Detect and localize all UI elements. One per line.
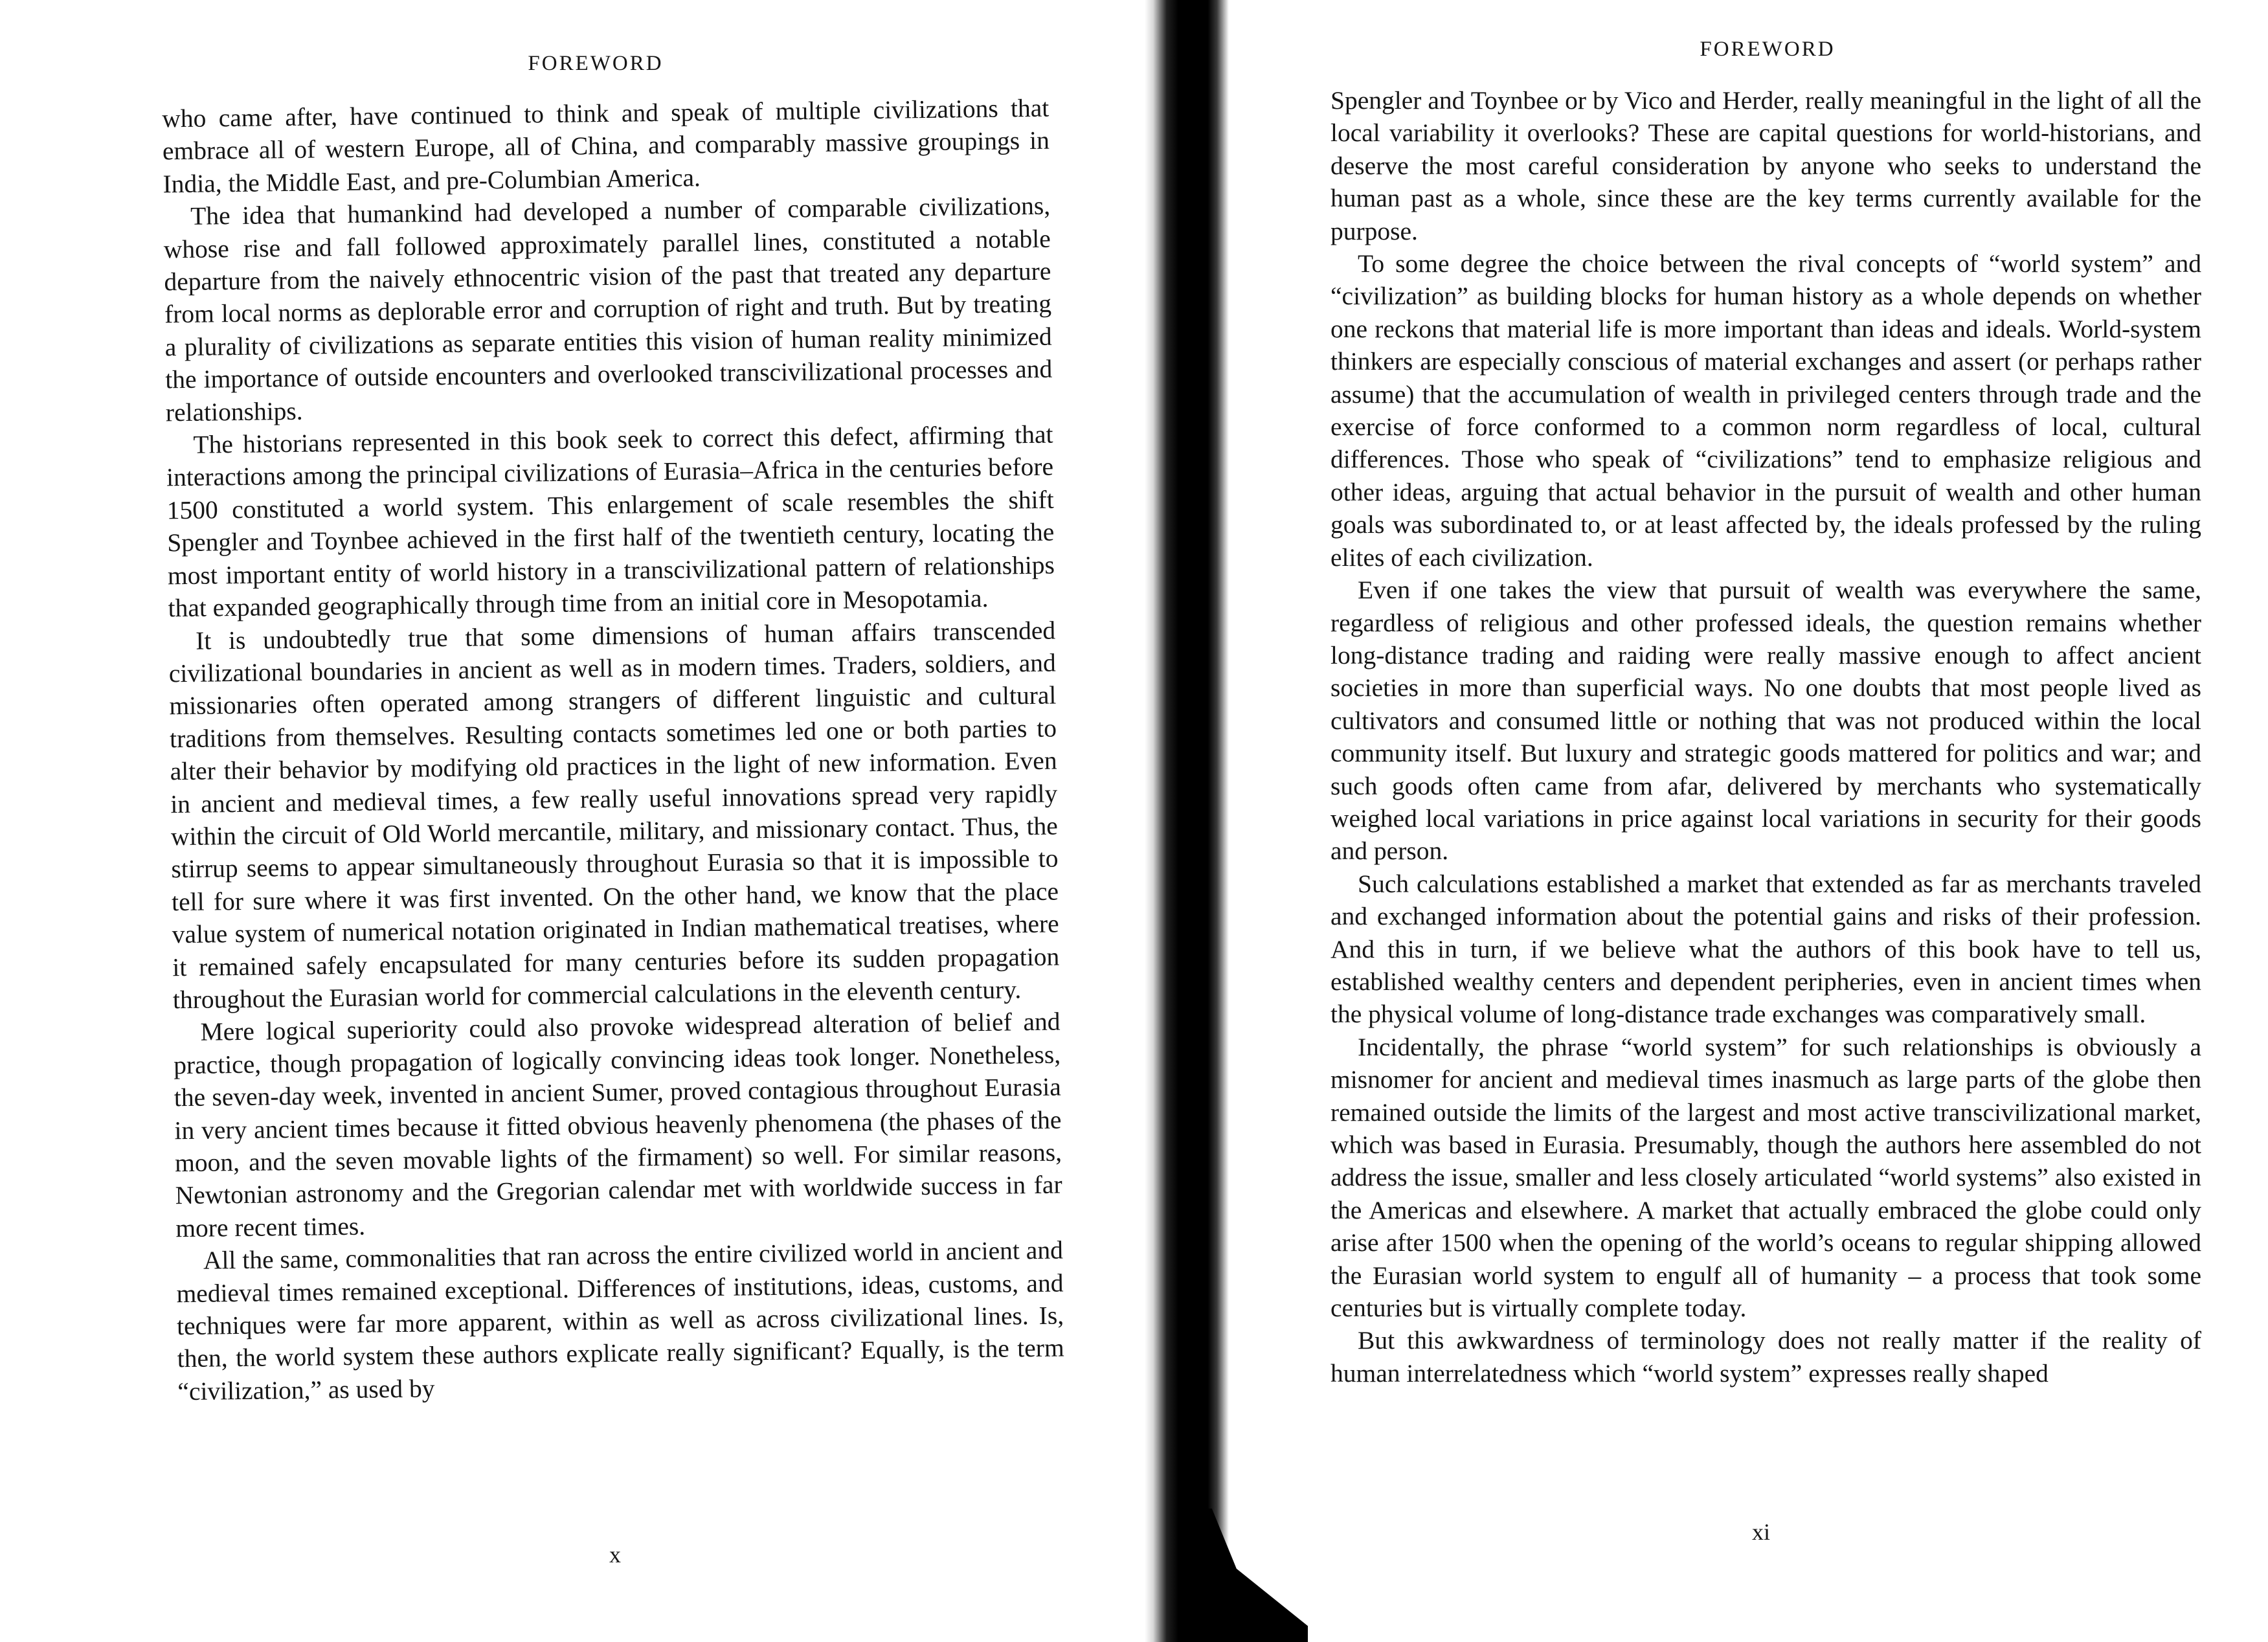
right-paragraph-6: But this awkwardness of terminology does not really matter if the reality of human interrelatedness which “world system” expresses really shaped — [1330, 1326, 2201, 1388]
left-paragraph-5: Mere logical superiority could also provoke widespread alteration of belief and practice, though propagation of logically convincing ideas took longer. Nonetheless, the seven-day week, invented in ancient Sumer, proved contagious throughout Eurasia in very ancient times because it fitted obvious heavenly phenomena (the phases of the moon, and the seven movable lights of the firmament) so well. For similar reasons, Newtonian astronomy and the Gregorian calendar met with worldwide success in far more recent times. — [173, 1007, 1062, 1243]
left-paragraph-2: The idea that humankind had developed a number of comparable civilizations, whose rise and fall followed approximately parallel lines, constituted a notable departure from the naively ethnocentric vision of the past that treated any departure from local norms as deplorable error and corruption of right and truth. But by treating a plurality of civilizations as separate entities this vision of human reality minimized the importance of outside encounters and overlooked transcivilizational processes and relationships. — [163, 191, 1053, 427]
right-paragraph-1: Spengler and Toynbee or by Vico and Herder, really meaningful in the light of all the local variability it overlooks? These are capital questions for world-historians, and deserve the most careful consideration by anyone who seeks to understand the human past as a whole, since these are the key terms currently available for the purpose. — [1330, 86, 2201, 245]
left-page-number: x — [609, 1542, 621, 1568]
left-paragraph-4: It is undoubtedly true that some dimensions of human affairs transcended civilizational boundaries in ancient as well as in modern times. Traders, soldiers, and missionaries often operated among strangers of different linguistic and cultural traditions from themselves. Resulting contacts sometimes led one or both parties to alter their behavior by modifying old practices in the light of new information. Even in ancient and medieval times, a few really useful innovations spread very rapidly within the circuit of Old World mercantile, military, and missionary contact. Thus, the stirrup seems to appear simultaneously throughout Eurasia so that it is impossible to tell for sure where it was first invented. On the other hand, we know that the place value system of numerical notation originated in Indian mathematical treatises, where it remained safely encapsulated for many centuries before its sudden propagation throughout the Eurasian world for commercial calculations in the eleventh century. — [168, 616, 1060, 1015]
left-paragraph-1: who came after, have continued to think and speak of multiple civilizations that embrace all of western Europe, all of China, and comparably massive groupings in India, the Middle East, and pre-Columbian America. — [162, 93, 1050, 199]
right-page — [1211, 0, 2268, 1642]
left-paragraph-6: All the same, commonalities that ran across the entire civilized world in ancient and medieval times remained exceptional. Differences of institutions, ideas, customs, and techniques were far more apparent, within as well as across civilizational lines. Is, then, the world system these authors explicate really significant? Equally, is the term “civilization,” as used by — [176, 1235, 1064, 1406]
left-running-head: FOREWORD — [528, 52, 664, 75]
right-paragraph-3: Even if one takes the view that pursuit of wealth was everywhere the same, regardless of religious and other professed ideals, the question remains whether long-distance trading and raiding were really massive enough to affect ancient societies in more than superficial ways. No one doubts that most people lived as cultivators and consumed little or nothing that was not produced within the local community itself. But luxury and strategic goods mattered for politics and war; and such goods often came from afar, delivered by merchants who systematically weighed local variations in price against local variations in security for their goods and person. — [1330, 576, 2201, 866]
right-page-number: xi — [1751, 1519, 1770, 1545]
left-paragraph-3: The historians represented in this book seek to correct this defect, affirming that interactions among the principal civilizations of Eurasia–Africa in the centuries before 1500 constituted a world system. This enlargement of scale resembles the shift Spengler and Toynbee achieved in the first half of the twentieth century, locating the most important entity of world history in a transcivilizational pattern of relationships that expanded geographically through time from an initial core in Mesopotamia. — [166, 420, 1055, 623]
right-paragraph-2: To some degree the choice between the rival concepts of “world system” and “civilization” as building blocks for human history as a whole depends on whether one reckons that material life is more important than ideas and ideals. World-system thinkers are especially conscious of material exchanges and assert (or perhaps rather assume) that the accumulation of wealth in privileged centers through trade and the exercise of force conformed to a common norm regardless of local, cultural differences. Those who speak of “civilizations” tend to emphasize religious and other ideas, arguing that actual behavior in the pursuit of wealth and other human goals was subordinated to, or at least affected by, the ideals professed by the ruling elites of each civilization. — [1330, 249, 2201, 572]
right-page-body — [1330, 84, 2201, 1389]
right-paragraph-5: Incidentally, the phrase “world system” for such relationships is obviously a misnomer for ancient and medieval times inasmuch as large parts of the globe then remained outside the limits of the largest and most active transcivilizational market, which was based in Eurasia. Presumably, though the authors here assembled do not address the issue, smaller and less closely articulated “world systems” also existed in the Americas and elsewhere. A market that actually embraced the globe could only arise after 1500 when the opening of the world’s oceans to regular shipping allowed the Eurasian world system to engulf all of humanity – a process that took some centuries but is virtually complete today. — [1330, 1032, 2201, 1323]
right-paragraph-4: Such calculations established a market that extended as far as merchants traveled and exchanged information about the potential gains and risks of their profession. And this in turn, if we believe what the authors of this book have to tell us, established wealthy centers and dependent peripheries, even in ancient times when the physical volume of long-distance trade exchanges was comparatively small. — [1330, 869, 2201, 1029]
right-running-head: FOREWORD — [1700, 38, 1836, 61]
left-page-body — [162, 92, 1065, 1408]
